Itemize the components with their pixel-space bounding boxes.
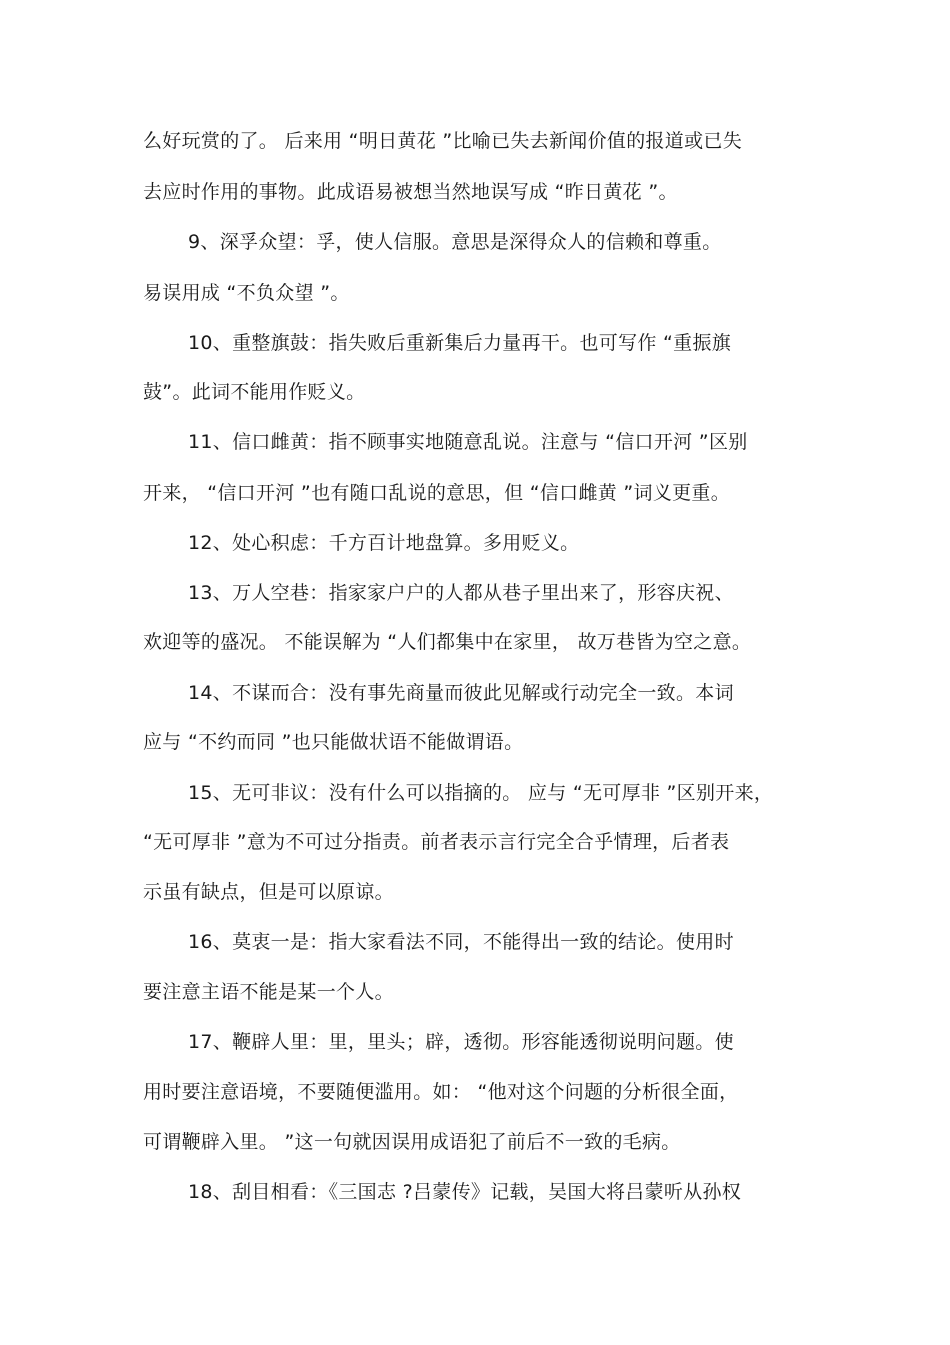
text-line: 可谓鞭辟入里。 ”这一句就因误用成语犯了前后不一致的毛病。: [143, 1131, 681, 1153]
text-line: 开来， “信口开河 ”也有随口乱说的意思，但 “信口雌黄 ”词义更重。: [143, 482, 731, 504]
text-line: 18、刮目相看：《三国志 ?吕蒙传》记载，吴国大将吕蒙听从孙权: [188, 1181, 742, 1203]
text-line: 10、重整旗鼓：指失败后重新集后力量再干。也可写作 “重振旗: [188, 332, 732, 354]
text-line: 9、深孚众望：孚，使人信服。意思是深得众人的信赖和尊重。: [188, 231, 722, 253]
text-line: 示虽有缺点，但是可以原谅。: [143, 881, 394, 903]
text-line: 14、不谋而合：没有事先商量而彼此见解或行动完全一致。本词: [188, 682, 734, 704]
text-line: 易误用成 “不负众望 ”。: [143, 282, 350, 304]
text-line: 11、信口雌黄：指不顾事实地随意乱说。注意与 “信口开河 ”区别: [188, 431, 748, 453]
text-line: 欢迎等的盛况。 不能误解为 “人们都集中在家里， 故万巷皆为空之意。: [143, 631, 752, 653]
text-line: 13、万人空巷：指家家户户的人都从巷子里出来了，形容庆祝、: [188, 582, 734, 604]
text-line: 去应时作用的事物。此成语易被想当然地误写成 “昨日黄花 ”。: [143, 181, 678, 203]
text-line: 15、无可非议：没有什么可以指摘的。 应与 “无可厚非 ”区别开来，: [188, 782, 774, 804]
text-line: 用时要注意语境，不要随便滥用。如： “他对这个问题的分析很全面，: [143, 1081, 739, 1103]
text-line: 么好玩赏的了。 后来用 “明日黄花 ”比喻已失去新闻价值的报道或已失: [143, 130, 743, 152]
text-line: 应与 “不约而同 ”也只能做状语不能做谓语。: [143, 731, 524, 753]
text-line: 12、处心积虑：千方百计地盘算。多用贬义。: [188, 532, 580, 554]
text-line: 要注意主语不能是某一个人。: [143, 981, 394, 1003]
text-line: “无可厚非 ”意为不可过分指责。前者表示言行完全合乎情理，后者表: [143, 831, 730, 853]
text-line: 17、鞭辟人里：里，里头；辟，透彻。形容能透彻说明问题。使: [188, 1031, 734, 1053]
text-line: 16、莫衷一是：指大家看法不同，不能得出一致的结论。使用时: [188, 931, 734, 953]
text-line: 鼓”。此词不能用作贬义。: [143, 381, 366, 403]
